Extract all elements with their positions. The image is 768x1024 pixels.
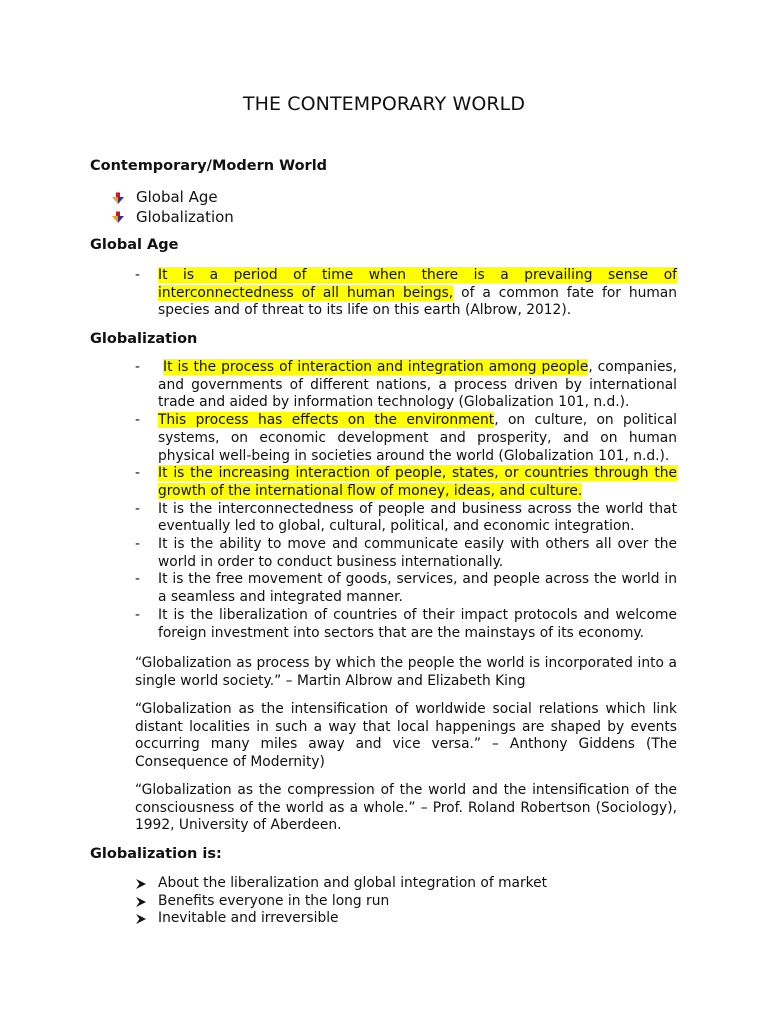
heading-globalization: Globalization xyxy=(90,331,198,347)
list-item xyxy=(135,910,677,928)
list-item xyxy=(135,536,677,571)
highlighted-text: It is the process of interaction and integration among people xyxy=(163,359,589,375)
list-item xyxy=(135,465,677,500)
list-item xyxy=(135,607,677,642)
highlighted-text: It is a period of time when there is a prevailing sense of interconnectedness of all human beings, xyxy=(158,267,677,301)
heading-global-age: Global Age xyxy=(90,237,179,253)
heading-globalization-is: Globalization is: xyxy=(90,846,222,862)
highlighted-text: It is the increasing interaction of people, states, or countries through the growth of the international flow of money, ideas, and culture. xyxy=(158,465,677,499)
list-item xyxy=(135,501,677,536)
body-text: It is the ability to move and communicate easily with others all over the world in order to conduct business internationally. xyxy=(158,536,677,570)
dash-bullet: - xyxy=(135,536,140,553)
list-item xyxy=(112,208,412,228)
body-text: It is the interconnectedness of people and business across the world that eventually led to global, cultural, political, and economic integration. xyxy=(158,500,677,535)
list-item xyxy=(135,267,677,320)
list-item xyxy=(112,188,412,208)
document-title: THE CONTEMPORARY WORLD xyxy=(242,93,526,115)
dash-bullet: - xyxy=(135,606,140,623)
body-text: It is the free movement of goods, services, and people across the world in a seamless and integrated manner. xyxy=(158,571,677,606)
highlighted-text: This process has effects on the environment xyxy=(158,412,495,429)
chevron-right-bullet-icon xyxy=(135,913,147,925)
heading-contemporary-modern-world: Contemporary/Modern World xyxy=(90,158,328,174)
dash-bullet: - xyxy=(135,412,140,429)
body-text: , companies, and governments of different nations, a process driven by international trade and aided by information technology (Globalization 101, n.d.). xyxy=(158,359,678,411)
arrow-down-bullet-icon xyxy=(112,192,124,204)
dash-bullet: - xyxy=(135,465,140,482)
contemporary-topics-list xyxy=(112,188,412,227)
body-text: It is the liberalization of countries of their impact protocols and welcome foreign investment into sectors that are the mainstays of its economy. xyxy=(158,606,677,641)
globalization-is-list xyxy=(135,875,677,928)
list-item xyxy=(135,359,677,412)
list-item xyxy=(135,412,677,465)
dash-bullet: - xyxy=(135,267,140,283)
list-item-label: Benefits everyone in the long run xyxy=(158,892,390,909)
list-item-label: About the liberalization and global integration of market xyxy=(158,875,548,891)
globalization-definitions xyxy=(135,359,677,642)
chevron-right-bullet-icon xyxy=(135,896,147,908)
list-item-label: Inevitable and irreversible xyxy=(158,910,339,927)
dash-bullet: - xyxy=(135,571,140,588)
quote-albrow-king: “Globalization as process by which the people the world is incorporated into a single world society.” – Martin Albrow and Elizabeth King xyxy=(135,655,677,689)
list-item xyxy=(135,571,677,606)
quote-robertson: “Globalization as the compression of the world and the intensification of the consciousness of the world as a whole.” – Prof. Roland Robertson (Sociology), 1992, University of Aberdeen. xyxy=(135,782,677,834)
global-age-definitions xyxy=(135,267,677,320)
dash-bullet: - xyxy=(135,500,140,517)
list-item-label: Global Age xyxy=(136,188,218,206)
list-item xyxy=(135,875,677,893)
arrow-down-bullet-icon xyxy=(112,211,124,223)
chevron-right-bullet-icon xyxy=(135,878,147,890)
body-text: , on culture, on political systems, on economic development and prosperity, and on human physical well-being in societies around the world (Globalization 101, n.d.). xyxy=(158,412,677,464)
list-item-label: Globalization xyxy=(136,207,234,226)
list-item xyxy=(135,893,677,911)
body-text: of a common fate for human species and of threat to its life on this earth (Albrow, 2012). xyxy=(158,284,678,319)
quote-giddens: “Globalization as the intensification of worldwide social relations which link distant localities in such a way that local happenings are shaped by events occurring many miles away and vice versa.” – Anthony Giddens (The Consequence of Modernity) xyxy=(135,701,677,771)
dash-bullet: - xyxy=(135,359,140,375)
